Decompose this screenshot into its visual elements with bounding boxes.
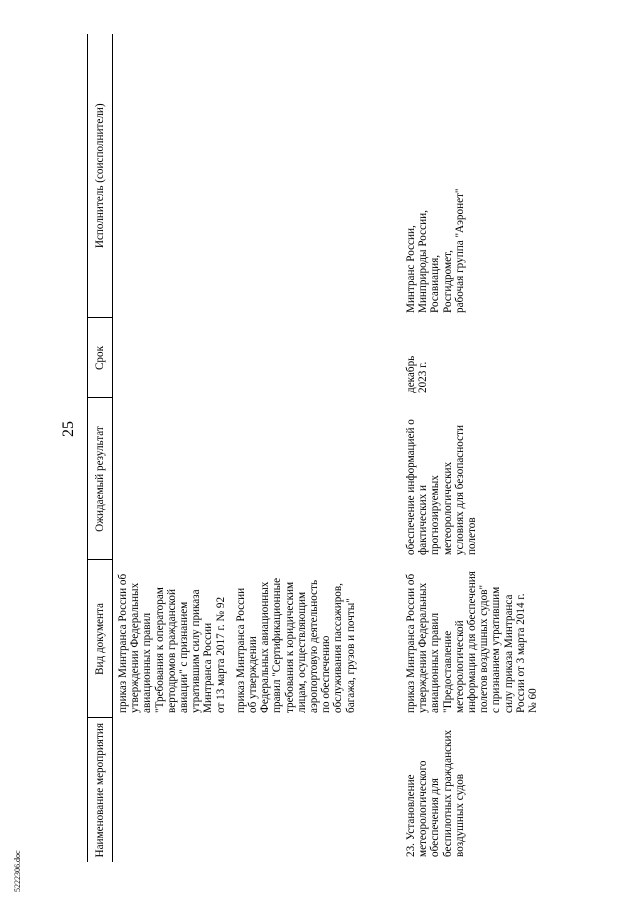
document-filename: 5222306.doc — [13, 850, 22, 892]
text-line: обеспечение информацией о — [405, 419, 417, 555]
text-line: правил "Сертификационные — [271, 577, 284, 713]
cell-result — [113, 398, 402, 560]
cell-executor — [401, 34, 539, 318]
text-line: Минтранс России, — [405, 225, 417, 313]
text-line: утратившим силу приказа — [190, 589, 203, 713]
text-line: от 13 марта 2017 г. № 92 — [214, 596, 227, 713]
text-line: вертодромов гражданской — [165, 589, 178, 713]
text-line: рабочая группа "Аэронет" — [453, 188, 466, 313]
text-line: Минприроды России, — [417, 210, 430, 313]
text-line: воздушных судов — [453, 773, 466, 857]
text-line: по обеспечению — [320, 635, 333, 713]
text-line: метеорологической — [453, 620, 466, 713]
text-line: фактических и — [417, 484, 430, 555]
text-line: прогнозируемых — [429, 475, 442, 555]
text-line: № 60 — [527, 688, 540, 713]
text-line: полетов — [466, 517, 479, 555]
text-line: лицам, осуществляющим — [295, 591, 308, 713]
text-line: условиях для безопасности — [453, 425, 466, 555]
column-header-result: Ожидаемый результат — [88, 398, 113, 560]
text-line: беспилотных гражданских — [441, 729, 454, 857]
text-line: "Предоставление — [441, 630, 454, 713]
cell-result — [401, 398, 539, 560]
rotated-table-container — [87, 34, 540, 862]
cell-name — [401, 718, 539, 862]
text-line: с признанием утратившим — [490, 586, 503, 713]
text-line: 2023 г. — [417, 361, 430, 393]
text-line: требования к юридическим — [283, 581, 296, 713]
column-header-document: Вид документа — [88, 560, 113, 718]
text-line: утверждении Федеральных — [129, 582, 142, 713]
text-line: авиации" с признанием — [178, 601, 191, 713]
document-entry — [117, 565, 227, 713]
text-line: об утверждении — [247, 636, 260, 713]
cell-name — [113, 718, 402, 862]
table-row-continuation — [113, 34, 402, 862]
cell-deadline — [401, 318, 539, 398]
text-line: обслуживания пассажиров, — [332, 583, 345, 713]
text-line: "Требования к операторам — [153, 587, 166, 713]
text-line: приказ Минтранса России — [234, 587, 247, 713]
column-header-deadline: Срок — [88, 318, 113, 398]
column-header-executor: Исполнитель (соисполнители) — [88, 34, 113, 318]
cell-document — [401, 560, 539, 718]
page-number: 25 — [60, 421, 77, 437]
text-line: авиационных правил — [141, 612, 154, 713]
text-line: 23. Установление — [405, 774, 417, 857]
text-line: метеорологического — [417, 760, 430, 857]
cell-document — [113, 560, 402, 718]
text-line: утверждении Федеральных — [417, 582, 430, 713]
text-line: информации для обеспечения — [466, 571, 479, 713]
text-line: Росгидромет, — [441, 250, 454, 313]
cell-deadline — [113, 318, 402, 398]
table-row-item-23 — [401, 34, 539, 862]
text-line: обеспечения для — [429, 778, 442, 857]
text-line: Росавиация, — [429, 254, 442, 313]
text-line: Минтранса России — [202, 622, 215, 713]
text-line: аэропортовую деятельность — [308, 579, 321, 713]
document-entry — [235, 565, 357, 713]
plan-table — [87, 34, 539, 862]
text-line: авиационных правил — [429, 612, 442, 713]
column-header-name: Наименование мероприятия — [88, 718, 113, 862]
text-line: силу приказа Минтранса — [502, 594, 515, 713]
text-line: приказ Минтранса России об — [117, 573, 129, 713]
text-line: багажа, грузов и почты" — [344, 598, 357, 713]
text-line: приказ Минтранса России об — [405, 573, 417, 713]
text-line: декабрь — [405, 355, 417, 393]
cell-executor — [113, 34, 402, 318]
text-line: метеорологических — [441, 461, 454, 555]
text-line: полетов воздушных судов" — [478, 584, 491, 713]
text-line: России от 3 марта 2014 г. — [514, 593, 527, 713]
text-line: Федеральных авиационных — [259, 581, 272, 713]
header-row — [88, 34, 113, 862]
